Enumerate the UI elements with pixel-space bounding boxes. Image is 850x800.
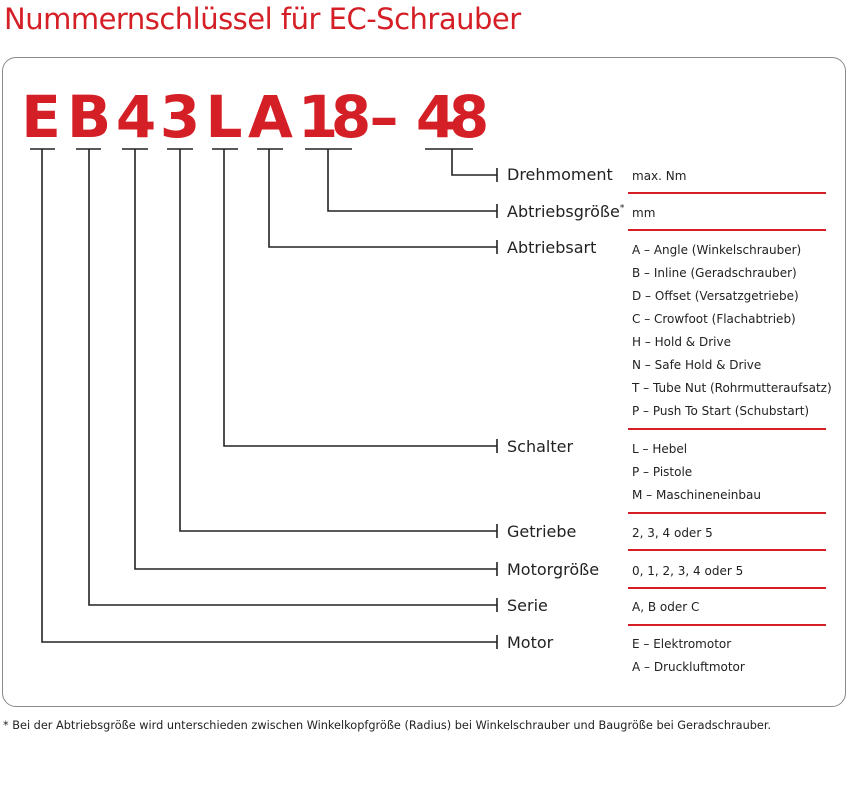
category-label-abtriebsgroesse	[507, 202, 624, 221]
separator	[628, 587, 826, 589]
option-schalter-2: M – Maschineneinbau	[632, 488, 761, 502]
page-title: Nummernschlüssel für EC-Schrauber	[4, 2, 521, 36]
connector-motorgroesse	[135, 149, 497, 569]
separator	[628, 512, 826, 514]
separator	[628, 549, 826, 551]
connector-schalter	[224, 149, 497, 446]
code-char-abtriebsgroesse-2: 8	[330, 83, 372, 151]
connector-serie	[89, 149, 497, 605]
footnote: * Bei der Abtriebsgröße wird unterschieden zwischen Winkelkopfgröße (Radius) bei Winkelschrauber und Baugröße bei Geradschrauber.	[3, 719, 772, 732]
separator	[628, 192, 826, 194]
separator	[628, 229, 826, 231]
option-drehmoment-0: max. Nm	[632, 169, 687, 183]
option-abtriebsart-7: P – Push To Start (Schubstart)	[632, 404, 810, 418]
option-schalter-0: L – Hebel	[632, 442, 688, 456]
option-motorgroesse-0: 0, 1, 2, 3, 4 oder 5	[632, 564, 744, 578]
option-schalter-1: P – Pistole	[632, 465, 693, 479]
code-char-motorgroesse: 4	[115, 83, 157, 151]
option-motor-1: A – Druckluftmotor	[632, 660, 745, 674]
connector-abtriebsgroesse	[328, 149, 497, 211]
footnote-marker: *	[619, 203, 625, 214]
separator	[628, 428, 826, 430]
category-label-schalter: Schalter	[507, 437, 574, 456]
category-label-getriebe: Getriebe	[507, 522, 577, 541]
category-label-abtriebsart: Abtriebsart	[507, 238, 597, 257]
option-abtriebsart-0: A – Angle (Winkelschrauber)	[632, 243, 802, 257]
option-abtriebsart-5: N – Safe Hold & Drive	[632, 358, 762, 372]
option-abtriebsart-2: D – Offset (Versatzgetriebe)	[632, 289, 799, 303]
code-char-getriebe: 3	[159, 83, 201, 151]
code-char-drehmoment-2: 8	[448, 83, 490, 151]
code-char-motor: E	[21, 83, 61, 151]
abtriebsgroesse-label-text: Abtriebsgröße	[507, 202, 620, 221]
separator	[628, 624, 826, 626]
code-char-schalter: L	[205, 83, 243, 151]
connector-getriebe	[180, 149, 497, 531]
category-label-motorgroesse: Motorgröße	[507, 560, 600, 579]
option-motor-0: E – Elektromotor	[632, 637, 732, 651]
code-dash: –	[369, 83, 399, 151]
option-serie-0: A, B oder C	[632, 600, 700, 614]
code-char-abtriebsgroesse-1: 1	[297, 83, 339, 151]
connector-abtriebsart	[269, 149, 497, 247]
option-getriebe-0: 2, 3, 4 oder 5	[632, 526, 713, 540]
option-abtriebsart-4: H – Hold & Drive	[632, 335, 731, 349]
category-label-serie: Serie	[507, 596, 548, 615]
option-abtriebsart-3: C – Crowfoot (Flachabtrieb)	[632, 312, 796, 326]
category-label-motor: Motor	[507, 633, 554, 652]
option-abtriebsart-6: T – Tube Nut (Rohrmutteraufsatz)	[632, 381, 832, 395]
option-abtriebsgroesse-0: mm	[632, 206, 656, 220]
code-char-drehmoment-1: 4	[415, 83, 457, 151]
option-abtriebsart-1: B – Inline (Geradschrauber)	[632, 266, 797, 280]
connector-drehmoment	[452, 149, 497, 175]
code-char-serie: B	[67, 83, 112, 151]
code-char-abtriebsart: A	[248, 83, 293, 151]
category-label-drehmoment: Drehmoment	[507, 165, 613, 184]
